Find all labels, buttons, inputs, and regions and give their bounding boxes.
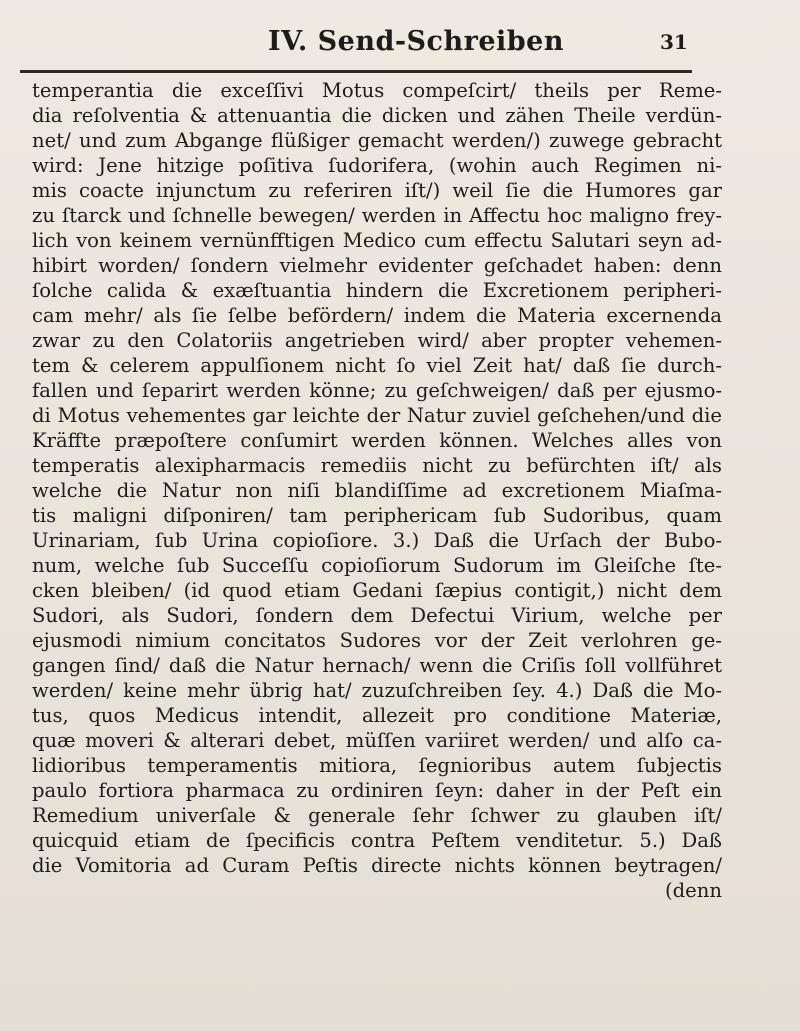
- catchword: (denn: [664, 879, 722, 902]
- text-line: zu ſtarck und ſchnelle bewegen/ werden in Affectu hoc maligno frey-: [32, 204, 722, 227]
- text-line: temperantia die exceſſivi Motus compeſcirt/ theils per Reme-: [32, 79, 722, 102]
- running-head: IV. Send-Schreiben: [268, 26, 564, 57]
- text-line: Remedium univerſale & generale ſehr ſchwer zu glauben iſt/: [32, 804, 722, 827]
- text-line: ſolche calida & exæſtuantia hindern die Excretionem peripheri-: [32, 279, 722, 302]
- text-line: hibirt worden/ ſondern vielmehr evidenter geſchadet haben: denn: [32, 254, 722, 277]
- text-line: cam mehr/ als ſie ſelbe befördern/ indem die Materia excernenda: [32, 304, 722, 327]
- text-line: dia reſolventia & attenuantia die dicken und zähen Theile verdün-: [32, 104, 722, 127]
- page-header: [20, 6, 780, 76]
- text-line: paulo fortiora pharmaca zu ordiniren ſeyn: daher in der Peſt ein: [32, 779, 722, 802]
- text-line: lich von keinem vernünfftigen Medico cum effectu Salutari seyn ad-: [32, 229, 722, 252]
- page-number: 31: [660, 30, 688, 54]
- text-line: cken bleiben/ (id quod etiam Gedani ſæpius contigit,) nicht dem: [32, 579, 722, 602]
- text-line: temperatis alexipharmacis remediis nicht zu befürchten iſt/ als: [32, 454, 722, 477]
- text-line: quæ moveri & alterari debet, müſſen variiret werden/ und alſo ca-: [32, 729, 722, 752]
- text-line: Kräffte præpoſtere conſumirt werden können. Welches alles von: [32, 429, 722, 452]
- text-line: wird: Jene hitzige poſitiva ſudorifera, (wohin auch Regimen ni-: [32, 154, 722, 177]
- text-line: welche die Natur non niſi blandiſſime ad excretionem Miaſma-: [32, 479, 722, 502]
- text-line: tis maligni diſponiren/ tam periphericam ſub Sudoribus, quam: [32, 504, 722, 527]
- text-line: lidioribus temperamentis mitiora, ſegnioribus autem ſubjectis: [32, 754, 722, 777]
- text-line: gangen ſind/ daß die Natur hernach/ wenn die Criſis ſoll vollführet: [32, 654, 722, 677]
- text-line: ejusmodi nimium concitatos Sudores vor der Zeit verlohren ge-: [32, 629, 722, 652]
- text-line: fallen und ſeparirt werden könne; zu geſchweigen/ daß per ejusmo-: [32, 379, 722, 402]
- header-rule: [20, 70, 692, 73]
- text-line: net/ und zum Abgange flüßiger gemacht werden/) zuwege gebracht: [32, 129, 722, 152]
- text-line: werden/ keine mehr übrig hat/ zuzuſchreiben ſey. 4.) Daß die Mo-: [32, 679, 722, 702]
- text-line: di Motus vehementes gar leichte der Natur zuviel geſchehen/und die: [32, 404, 722, 427]
- text-line: die Vomitoria ad Curam Peſtis directe nichts können beytragen/: [32, 854, 722, 877]
- text-line: Sudori, als Sudori, ſondern dem Defectui Virium, welche per: [32, 604, 722, 627]
- body-text: [32, 78, 722, 903]
- text-line: num, welche ſub Succeſſu copioſiorum Sudorum im Gleiſche ſte-: [32, 554, 722, 577]
- text-line: mis coacte injunctum zu referiren iſt/) weil ſie die Humores gar: [32, 179, 722, 202]
- text-line: Urinariam, ſub Urina copioſiore. 3.) Daß die Urſach der Bubo-: [32, 529, 722, 552]
- text-line: tus, quos Medicus intendit, allezeit pro conditione Materiæ,: [32, 704, 722, 727]
- text-line: tem & celerem appulſionem nicht ſo viel Zeit hat/ daß ſie durch-: [32, 354, 722, 377]
- text-line: zwar zu den Colatoriis angetrieben wird/ aber propter vehemen-: [32, 329, 722, 352]
- text-line: quicquid etiam de ſpecificis contra Peſtem venditetur. 5.) Daß: [32, 829, 722, 852]
